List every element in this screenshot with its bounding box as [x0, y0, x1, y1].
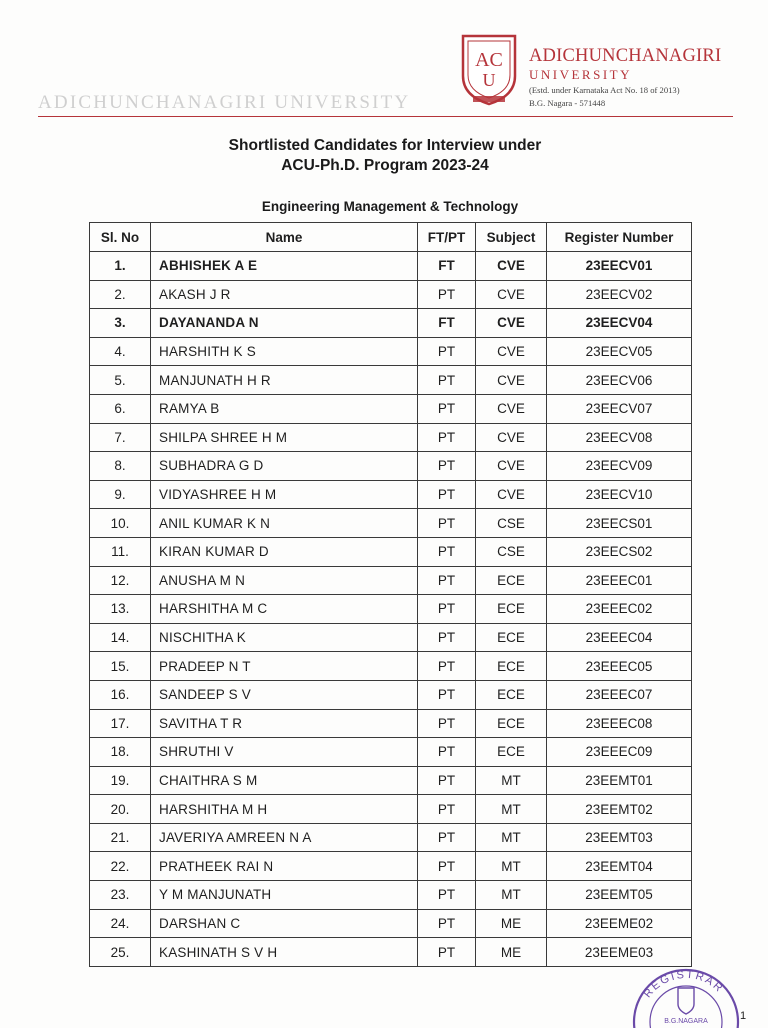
- cell-register-number: 23EEEC01: [547, 566, 692, 595]
- table-row: [90, 595, 692, 624]
- cell-sl-no: 11.: [90, 537, 151, 566]
- cell-subject: CVE: [476, 423, 547, 452]
- cell-subject: ECE: [476, 623, 547, 652]
- cell-register-number: 23EEMT05: [547, 881, 692, 910]
- cell-subject: MT: [476, 795, 547, 824]
- cell-register-number: 23EEMT04: [547, 852, 692, 881]
- cell-register-number: 23EECS01: [547, 509, 692, 538]
- cell-ft-pt: PT: [418, 366, 476, 395]
- cell-sl-no: 21.: [90, 823, 151, 852]
- cell-register-number: 23EECV08: [547, 423, 692, 452]
- cell-sl-no: 24.: [90, 909, 151, 938]
- cell-register-number: 23EECV06: [547, 366, 692, 395]
- cell-sl-no: 3.: [90, 309, 151, 338]
- university-establishment: (Estd. under Karnataka Act No. 18 of 2013): [529, 85, 680, 95]
- cell-ft-pt: PT: [418, 509, 476, 538]
- table-row: [90, 852, 692, 881]
- cell-sl-no: 12.: [90, 566, 151, 595]
- cell-subject: CVE: [476, 452, 547, 481]
- cell-ft-pt: PT: [418, 766, 476, 795]
- cell-sl-no: 7.: [90, 423, 151, 452]
- cell-ft-pt: PT: [418, 909, 476, 938]
- cell-register-number: 23EEMT02: [547, 795, 692, 824]
- cell-subject: CVE: [476, 337, 547, 366]
- cell-ft-pt: PT: [418, 738, 476, 767]
- table-row: [90, 766, 692, 795]
- cell-ft-pt: PT: [418, 795, 476, 824]
- cell-ft-pt: PT: [418, 852, 476, 881]
- cell-register-number: 23EEME03: [547, 938, 692, 967]
- cell-register-number: 23EECV09: [547, 452, 692, 481]
- svg-text:U: U: [482, 70, 496, 90]
- cell-sl-no: 22.: [90, 852, 151, 881]
- stamp-text-bottom: B.G.NAGARA: [664, 1018, 708, 1025]
- cell-ft-pt: PT: [418, 680, 476, 709]
- table-row: [90, 366, 692, 395]
- table-row: [90, 738, 692, 767]
- cell-sl-no: 9.: [90, 480, 151, 509]
- cell-ft-pt: PT: [418, 823, 476, 852]
- table-row: [90, 909, 692, 938]
- cell-name: MANJUNATH H R: [151, 366, 418, 395]
- table-row: [90, 709, 692, 738]
- cell-ft-pt: PT: [418, 280, 476, 309]
- svg-text:AC: AC: [475, 49, 503, 71]
- university-address: B.G. Nagara - 571448: [529, 98, 606, 108]
- cell-register-number: 23EEEC02: [547, 595, 692, 624]
- letterhead-divider: [38, 116, 733, 117]
- table-row: [90, 509, 692, 538]
- cell-subject: ECE: [476, 680, 547, 709]
- cell-register-number: 23EEEC09: [547, 738, 692, 767]
- cell-name: HARSHITHA M C: [151, 595, 418, 624]
- header-name: Name: [151, 223, 418, 252]
- cell-subject: ECE: [476, 595, 547, 624]
- cell-sl-no: 10.: [90, 509, 151, 538]
- cell-subject: MT: [476, 852, 547, 881]
- cell-ft-pt: PT: [418, 423, 476, 452]
- cell-sl-no: 6.: [90, 394, 151, 423]
- cell-ft-pt: PT: [418, 452, 476, 481]
- cell-sl-no: 14.: [90, 623, 151, 652]
- cell-name: HARSHITH K S: [151, 337, 418, 366]
- table-body: [90, 252, 692, 967]
- cell-sl-no: 8.: [90, 452, 151, 481]
- cell-sl-no: 5.: [90, 366, 151, 395]
- table-row: [90, 309, 692, 338]
- svg-text:REGISTRAR: [642, 969, 726, 1000]
- cell-name: SHRUTHI V: [151, 738, 418, 767]
- cell-register-number: 23EECV04: [547, 309, 692, 338]
- cell-subject: CSE: [476, 509, 547, 538]
- header-subject: Subject: [476, 223, 547, 252]
- cell-subject: MT: [476, 881, 547, 910]
- cell-sl-no: 13.: [90, 595, 151, 624]
- cell-sl-no: 4.: [90, 337, 151, 366]
- table-row: [90, 938, 692, 967]
- registrar-stamp-icon: [628, 952, 747, 1028]
- cell-ft-pt: PT: [418, 709, 476, 738]
- table-row: [90, 452, 692, 481]
- letterhead-watermark: ADICHUNCHANAGIRI UNIVERSITY: [38, 92, 411, 113]
- table-row: [90, 623, 692, 652]
- document-title-line-1: Shortlisted Candidates for Interview under: [228, 137, 542, 154]
- cell-subject: ME: [476, 909, 547, 938]
- table-header-row: [90, 223, 692, 252]
- cell-name: SHILPA SHREE H M: [151, 423, 418, 452]
- cell-name: RAMYA B: [151, 394, 418, 423]
- cell-ft-pt: PT: [418, 537, 476, 566]
- table-row: [90, 537, 692, 566]
- table-row: [90, 881, 692, 910]
- cell-register-number: 23EEME02: [547, 909, 692, 938]
- table-row: [90, 652, 692, 681]
- cell-name: CHAITHRA S M: [151, 766, 418, 795]
- cell-sl-no: 1.: [90, 252, 151, 281]
- cell-name: Y M MANJUNATH: [151, 881, 418, 910]
- cell-name: DAYANANDA N: [151, 309, 418, 338]
- cell-register-number: 23EEEC07: [547, 680, 692, 709]
- cell-register-number: 23EEMT01: [547, 766, 692, 795]
- cell-ft-pt: PT: [418, 938, 476, 967]
- stamp-text-top: REGISTRAR: [641, 968, 726, 1001]
- cell-name: SUBHADRA G D: [151, 452, 418, 481]
- cell-sl-no: 19.: [90, 766, 151, 795]
- header-sl-no: Sl. No: [90, 223, 151, 252]
- cell-subject: ECE: [476, 566, 547, 595]
- cell-sl-no: 20.: [90, 795, 151, 824]
- cell-subject: MT: [476, 823, 547, 852]
- cell-subject: CVE: [476, 480, 547, 509]
- cell-ft-pt: PT: [418, 623, 476, 652]
- cell-sl-no: 17.: [90, 709, 151, 738]
- university-subtitle: UNIVERSITY: [529, 67, 632, 82]
- header-ft-pt: FT/PT: [418, 223, 476, 252]
- cell-ft-pt: PT: [418, 480, 476, 509]
- university-emblem-icon: [459, 30, 519, 106]
- cell-name: PRATHEEK RAI N: [151, 852, 418, 881]
- page-number: 1: [740, 1010, 747, 1022]
- table-row: [90, 680, 692, 709]
- letterhead: [0, 0, 768, 125]
- header-register-number: Register Number: [547, 223, 692, 252]
- cell-subject: CVE: [476, 309, 547, 338]
- cell-sl-no: 2.: [90, 280, 151, 309]
- candidates-table: [89, 222, 692, 967]
- table-row: [90, 423, 692, 452]
- cell-register-number: 23EECV07: [547, 394, 692, 423]
- cell-subject: MT: [476, 766, 547, 795]
- cell-ft-pt: FT: [418, 309, 476, 338]
- cell-subject: CVE: [476, 252, 547, 281]
- cell-register-number: 23EECV01: [547, 252, 692, 281]
- table-row: [90, 795, 692, 824]
- cell-subject: ECE: [476, 738, 547, 767]
- cell-sl-no: 25.: [90, 938, 151, 967]
- cell-name: DARSHAN C: [151, 909, 418, 938]
- document-title-line-2: ACU-Ph.D. Program 2023-24: [281, 157, 489, 174]
- cell-name: KASHINATH S V H: [151, 938, 418, 967]
- cell-name: ABHISHEK A E: [151, 252, 418, 281]
- cell-register-number: 23EEMT03: [547, 823, 692, 852]
- table-row: [90, 394, 692, 423]
- cell-ft-pt: PT: [418, 881, 476, 910]
- cell-ft-pt: PT: [418, 595, 476, 624]
- cell-name: VIDYASHREE H M: [151, 480, 418, 509]
- cell-name: ANIL KUMAR K N: [151, 509, 418, 538]
- cell-name: AKASH J R: [151, 280, 418, 309]
- cell-name: SANDEEP S V: [151, 680, 418, 709]
- cell-ft-pt: PT: [418, 394, 476, 423]
- cell-subject: ECE: [476, 709, 547, 738]
- cell-subject: ME: [476, 938, 547, 967]
- cell-name: KIRAN KUMAR D: [151, 537, 418, 566]
- cell-subject: CVE: [476, 366, 547, 395]
- cell-sl-no: 15.: [90, 652, 151, 681]
- table-row: [90, 480, 692, 509]
- university-name: ADICHUNCHANAGIRI: [529, 46, 722, 66]
- cell-ft-pt: FT: [418, 252, 476, 281]
- cell-ft-pt: PT: [418, 652, 476, 681]
- cell-sl-no: 23.: [90, 881, 151, 910]
- cell-subject: CVE: [476, 280, 547, 309]
- table-row: [90, 280, 692, 309]
- table-row: [90, 566, 692, 595]
- cell-sl-no: 18.: [90, 738, 151, 767]
- cell-name: JAVERIYA AMREEN N A: [151, 823, 418, 852]
- cell-name: ANUSHA M N: [151, 566, 418, 595]
- department-heading: Engineering Management & Technology: [261, 199, 519, 214]
- cell-name: SAVITHA T R: [151, 709, 418, 738]
- cell-name: HARSHITHA M H: [151, 795, 418, 824]
- cell-register-number: 23EECV05: [547, 337, 692, 366]
- cell-register-number: 23EEEC04: [547, 623, 692, 652]
- cell-register-number: 23EECS02: [547, 537, 692, 566]
- table-row: [90, 823, 692, 852]
- table-row: [90, 337, 692, 366]
- cell-subject: ECE: [476, 652, 547, 681]
- cell-name: NISCHITHA K: [151, 623, 418, 652]
- cell-subject: CVE: [476, 394, 547, 423]
- cell-subject: CSE: [476, 537, 547, 566]
- table-row: [90, 252, 692, 281]
- cell-sl-no: 16.: [90, 680, 151, 709]
- cell-register-number: 23EECV02: [547, 280, 692, 309]
- cell-register-number: 23EEEC05: [547, 652, 692, 681]
- cell-register-number: 23EEEC08: [547, 709, 692, 738]
- cell-register-number: 23EECV10: [547, 480, 692, 509]
- cell-ft-pt: PT: [418, 566, 476, 595]
- cell-ft-pt: PT: [418, 337, 476, 366]
- cell-name: PRADEEP N T: [151, 652, 418, 681]
